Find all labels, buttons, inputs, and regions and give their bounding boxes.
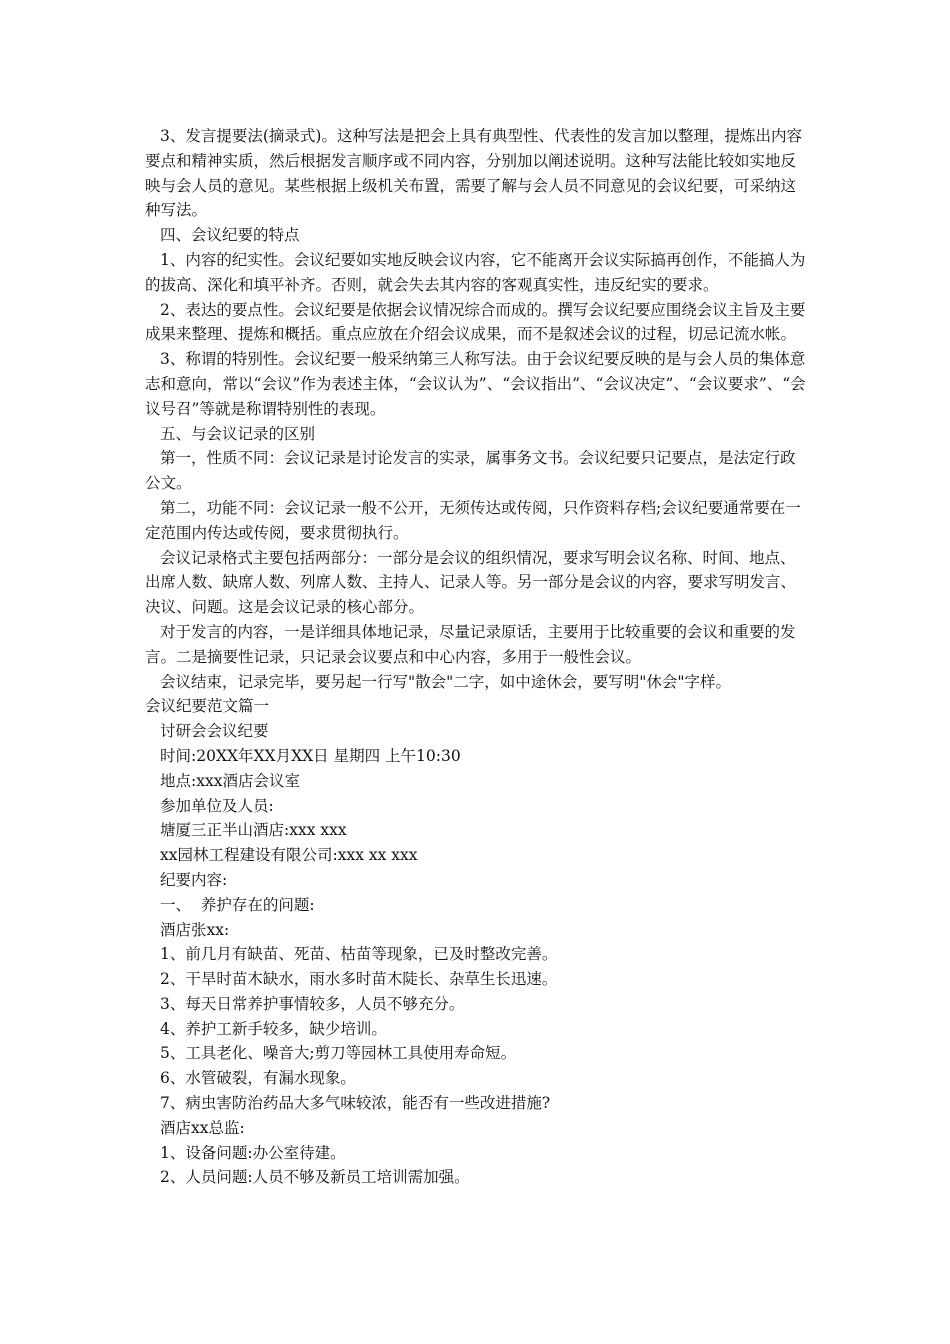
paragraph: 7、病虫害防治药品大多气味较浓，能否有一些改进措施? — [160, 1094, 551, 1113]
paragraph: 时间:20XX年XX月XX日 星期四 上午10:30 — [160, 746, 461, 765]
paragraph: 3、每天日常养护事情较多，人员不够充分。 — [160, 994, 465, 1013]
paragraph: 5、工具老化、噪音大;剪刀等园林工具使用寿命短。 — [160, 1044, 517, 1063]
paragraph: 1、内容的纪实性。会议纪要如实地反映会议内容，它不能离开会议实际搞再创作，不能搞人为的拔高、深化和填平补齐。否则，就会失去其内容的客观真实性，违反纪实的要求。 — [145, 250, 806, 294]
paragraph: 地点:xxx酒店会议室 — [160, 771, 300, 790]
paragraph: 对于发言的内容，一是详细具体地记录，尽量记录原话，主要用于比较重要的会议和重要的发言。二是摘要性记录，只记录会议要点和中心内容，多用于一般性会议。 — [145, 622, 796, 666]
paragraph: 第二，功能不同：会议记录一般不公开，无须传达或传阅，只作资料存档;会议纪要通常要在一定范围内传达或传阅，要求贯彻执行。 — [145, 498, 801, 542]
paragraph: 酒店xx总监: — [160, 1118, 245, 1137]
document-body — [145, 124, 810, 1190]
paragraph: 会议记录格式主要包括两部分：一部分是会议的组织情况，要求写明会议名称、时间、地点、出席人数、缺席人数、列席人数、主持人、记录人等。另一部分是会议的内容，要求写明发言、决议、问题。这是会议记录的核心部分。 — [145, 548, 797, 617]
paragraph: 第一，性质不同：会议记录是讨论发言的实录，属事务文书。会议纪要只记要点，是法定行政公文。 — [145, 449, 796, 493]
paragraph: 参加单位及人员: — [160, 796, 274, 815]
paragraph: 2、表达的要点性。会议纪要是依据会议情况综合而成的。撰写会议纪要应围绕会议主旨及主要成果来整理、提炼和概括。重点应放在介绍会议成果，而不是叙述会议的过程，切忌记流水帐。 — [145, 300, 806, 344]
paragraph: 3、发言提要法(摘录式)。这种写法是把会上具有典型性、代表性的发言加以整理，提炼出内容要点和精神实质，然后根据发言顺序或不同内容，分别加以阐述说明。这种写法能比较如实地反映与会人员的意见。某些根据上级机关布置，需要了解与会人员不同意见的会议纪要，可采纳这种写法。 — [145, 127, 802, 220]
paragraph: 4、养护工新手较多，缺少培训。 — [160, 1019, 387, 1038]
paragraph: 四、会议纪要的特点 — [160, 226, 300, 245]
paragraph: 1、设备问题:办公室待建。 — [160, 1143, 346, 1162]
paragraph: 3、称谓的特别性。会议纪要一般采纳第三人称写法。由于会议纪要反映的是与会人员的集体意志和意向，常以“会议”作为表述主体，“会议认为”、“会议指出”、“会议决定”、“会议要求”、“会议号召”等就是称谓特别性的表现。 — [145, 350, 806, 418]
paragraph: 1、前几月有缺苗、死苗、枯苗等现象，已及时整改完善。 — [160, 945, 558, 964]
paragraph: 纪要内容: — [160, 870, 228, 889]
paragraph: 会议纪要范文篇一 — [145, 697, 270, 716]
paragraph: 会议结束，记录完毕，要另起一行写"散会"二字，如中途休会，要写明"休会"字样。 — [160, 672, 732, 691]
paragraph: 酒店张xx: — [160, 920, 230, 939]
paragraph: 6、水管破裂，有漏水现象。 — [160, 1069, 356, 1088]
paragraph: 五、与会议记录的区别 — [160, 424, 316, 443]
paragraph: 2、人员问题:人员不够及新员工培训需加强。 — [160, 1168, 470, 1187]
paragraph: 塘厦三正半山酒店:xxx xxx — [160, 821, 347, 840]
paragraph: 讨研会会议纪要 — [160, 722, 269, 741]
paragraph: xx园林工程建设有限公司:xxx xx xxx — [160, 846, 418, 865]
paragraph: 2、干旱时苗木缺水，雨水多时苗木陡长、杂草生长迅速。 — [160, 970, 558, 989]
paragraph: 一、 养护存在的问题: — [160, 895, 315, 914]
